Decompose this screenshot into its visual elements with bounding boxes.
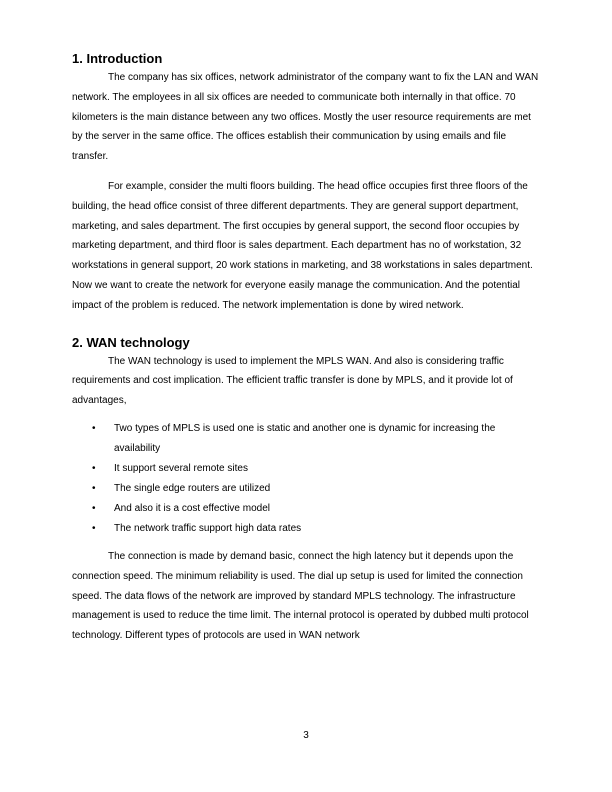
bullet-icon: • [92,462,96,474]
intro-paragraph-1: The company has six offices, network administrator of the company want to fix the LAN and WAN network. The employees in all six offices are needed to communicate both internally in that office. 70 kilometers is the main distance between any two offices. Mostly the user resource requirements are met by the server in the same office. The offices establish their communication by using emails and file transfer. [72,72,539,163]
list-item-text: The network traffic support high data rates [114,522,302,534]
wan-intro-paragraph: The WAN technology is used to implement the MPLS WAN. And also is considering traffic requirements and cost implication. The efficient traffic transfer is done by MPLS, and it provide lot of advantages, [72,355,513,407]
list-item [72,479,540,499]
bullet-icon: • [92,482,96,494]
bullet-icon: • [92,422,96,434]
document-page [72,50,540,646]
bullet-icon: • [92,522,96,534]
intro-paragraph-2: For example, consider the multi floors building. The head office occupies first three floors of the building, the head office consist of three different departments. They are general support department, marketing, and sales department. The first occupies by general support, the second floor occupies by marketing department, and third floor is sales department. Each department has no of workstation, 32 workstations in general support, 20 work stations in marketing, and 38 workstations in sales department. Now we want to create the network for everyone easily manage the communication. And the potential impact of the problem is reduced. The network implementation is done by wired network. [72,180,533,311]
wan-advantages-list [72,419,540,539]
section-heading-introduction: 1. Introduction [72,51,163,66]
list-item [72,459,540,479]
bullet-icon: • [92,502,96,514]
page-number: 3 [303,730,309,741]
list-item-text: Two types of MPLS is used one is static and another one is dynamic for increasing the availability [114,422,496,454]
list-item [72,419,540,459]
list-item [72,519,540,539]
list-item-text: It support several remote sites [114,462,248,474]
list-item [72,499,540,519]
section-heading-wan-technology: 2. WAN technology [72,334,190,350]
wan-closing-paragraph: The connection is made by demand basic, connect the high latency but it depends upon the connection speed. The minimum reliability is used. The dial up setup is used for limited the connection speed. The data flows of the network are improved by standard MPLS technology. The infrastructure management is used to reduce the time limit. The internal protocol is operated by dubbed multi protocol technology. Different types of protocols are used in WAN network [72,550,529,642]
list-item-text: And also it is a cost effective model [114,502,271,514]
list-item-text: The single edge routers are utilized [114,482,271,494]
